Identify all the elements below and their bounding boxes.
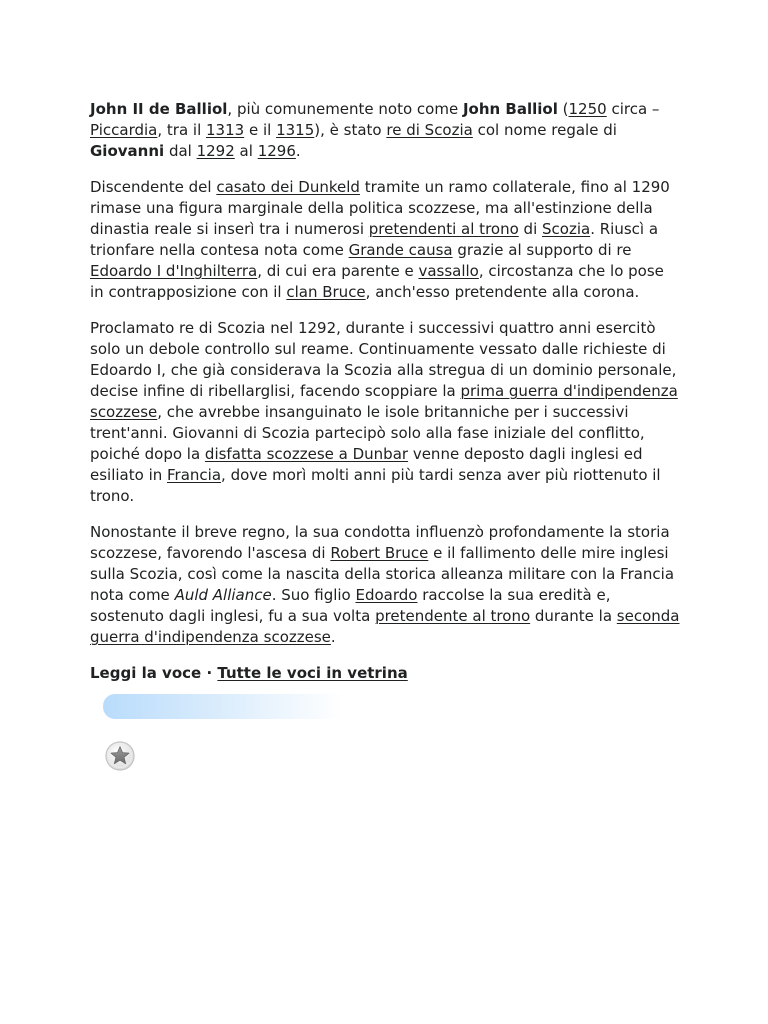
link-pretendenti-al-trono[interactable]: pretendenti al trono	[368, 220, 519, 238]
link-clan-bruce[interactable]: clan Bruce	[286, 283, 366, 301]
link-edoardo[interactable]: Edoardo	[355, 586, 418, 604]
featured-star-svg	[105, 741, 135, 771]
auld-alliance-term: Auld Alliance	[174, 586, 272, 604]
link-francia[interactable]: Francia	[167, 466, 222, 484]
subject-full-name: John II de Balliol	[90, 100, 228, 118]
featured-star-icon	[105, 741, 135, 771]
featured-article	[90, 99, 680, 684]
link-edoardo-i[interactable]: Edoardo I d'Inghilterra	[90, 262, 258, 280]
link-casato-dunkeld[interactable]: casato dei Dunkeld	[216, 178, 360, 196]
gradient-bar	[103, 694, 343, 719]
link-1250[interactable]: 1250	[568, 100, 607, 118]
paragraph-reign: Proclamato re di Scozia nel 1292, durante i successivi quattro anni esercitò solo un debole controllo sul reame. Continuamente vessato dalle richieste di Edoardo I, che già considerava la Scozia alla stregua di un dominio personale, decise infine di ribellarglisi, facendo scoppiare la prima guerra d'indipendenza scozzese, che avrebbe insanguinato le isole britanniche per i successivi trent'anni. Giovanni di Scozia partecipò solo alla fase iniziale del conflitto, poiché dopo la disfatta scozzese a Dunbar venne deposto dagli inglesi ed esiliato in Francia, dove morì molti anni più tardi senza aver più riottenuto il trono.	[90, 319, 678, 505]
paragraph-intro: John II de Balliol, più comunemente noto come John Balliol (1250 circa – Piccardia, tra il 1313 e il 1315), è stato re di Scozia col nome regale di Giovanni dal 1292 al 1296.	[90, 100, 660, 160]
subject-common-name: John Balliol	[462, 100, 558, 118]
link-1296[interactable]: 1296	[257, 142, 296, 160]
link-all-featured-entries[interactable]: Tutte le voci in vetrina	[217, 664, 408, 682]
paragraph-origins: Discendente del casato dei Dunkeld tramite un ramo collaterale, fino al 1290 rimase una figura marginale della politica scozzese, ma all'estinzione della dinastia reale si inserì tra i numerosi pretendenti al trono di Scozia. Riuscì a trionfare nella contesa nota come Grande causa grazie al supporto di re Edoardo I d'Inghilterra, di cui era parente e vassallo, circostanza che lo pose in contrapposizione con il clan Bruce, anch'esso pretendente alla corona.	[90, 178, 670, 301]
paragraph-legacy: Nonostante il breve regno, la sua condotta influenzò profondamente la storia scozzese, favorendo l'ascesa di Robert Bruce e il fallimento delle mire inglesi sulla Scozia, così come la nascita della storica alleanza militare con la Francia nota come Auld Alliance. Suo figlio Edoardo raccolse la sua eredità e, sostenuto dagli inglesi, fu a sua volta pretendente al trono durante la seconda guerra d'indipendenza scozzese.	[90, 523, 680, 646]
link-disfatta-dunbar[interactable]: disfatta scozzese a Dunbar	[204, 445, 409, 463]
link-re-di-scozia[interactable]: re di Scozia	[386, 121, 473, 139]
article-footer	[90, 663, 680, 684]
link-prima-guerra-indipendenza[interactable]: prima guerra d'indipendenza scozzese	[90, 382, 678, 421]
link-pretendente-al-trono[interactable]: pretendente al trono	[375, 607, 531, 625]
link-1315[interactable]: 1315	[276, 121, 315, 139]
regal-name: Giovanni	[90, 142, 165, 160]
link-1313[interactable]: 1313	[206, 121, 245, 139]
link-scozia[interactable]: Scozia	[542, 220, 591, 238]
link-1292[interactable]: 1292	[196, 142, 235, 160]
link-piccardia[interactable]: Piccardia	[90, 121, 158, 139]
read-entry-label[interactable]: Leggi la voce	[90, 664, 202, 682]
link-grande-causa[interactable]: Grande causa	[348, 241, 453, 259]
link-vassallo[interactable]: vassallo	[418, 262, 479, 280]
link-robert-bruce[interactable]: Robert Bruce	[330, 544, 429, 562]
footer-separator: ·	[201, 664, 218, 682]
link-seconda-guerra-indipendenza[interactable]: seconda guerra d'indipendenza scozzese	[90, 607, 680, 646]
